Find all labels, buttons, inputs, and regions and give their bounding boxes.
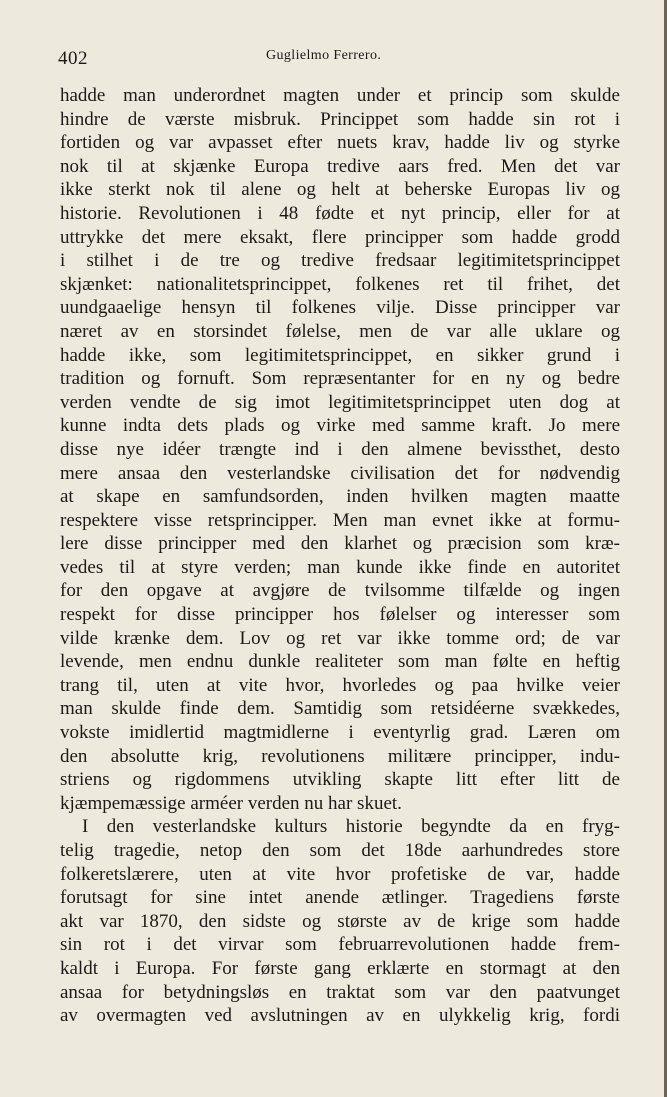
text-line: kunne indta dets plads og virke med samme kraft. Jo mere — [60, 415, 620, 437]
text-line: i stilhet i de tre og tredive fredsaar legitimitetsprincippet — [60, 250, 620, 272]
text-line: hindre de værste misbruk. Princippet som hadde sin rot i — [60, 108, 620, 130]
text-line: respekt for disse principper hos følelser og interesser som — [60, 604, 620, 626]
text-line: vedes til at styre verden; man kunde ikke finde en autoritet — [60, 556, 620, 578]
page-header — [58, 44, 618, 74]
text-line: av overmagten ved avslutningen av en ulykkelig krig, fordi — [60, 1005, 620, 1027]
text-line: trang til, uten at vite hvor, hvorledes og paa hvilke veier — [60, 674, 620, 696]
text-line: den absolutte krig, revolutionens militære principper, indu- — [60, 745, 620, 767]
text-line: disse nye idéer trængte ind i den almene bevissthet, desto — [60, 438, 620, 460]
text-line: telig tragedie, netop den som det 18de aarhundredes store — [60, 840, 620, 861]
text-line: næret av en storsindet følelse, men de var alle uklare og — [60, 320, 620, 342]
text-line: respektere visse retsprincipper. Men man evnet ikke at formu- — [60, 509, 620, 531]
text-line: levende, men endnu dunkle realiteter som man følte en heftig — [60, 651, 620, 673]
text-line: hadde man underordnet magten under et princip som skulde — [60, 85, 620, 106]
text-line: historie. Revolutionen i 48 fødte et nyt princip, eller for at — [60, 202, 620, 224]
text-line: uttrykke det mere eksakt, flere principper som hadde grodd — [60, 226, 620, 248]
text-line: skjænket: nationalitetsprincippet, folkenes ret til frihet, det — [60, 273, 620, 295]
text-line: lere disse principper med den klarhet og præcision som kræ- — [60, 533, 620, 555]
running-head: Guglielmo Ferrero. — [266, 48, 382, 63]
text-line: folkeretslærere, uten at vite hvor profetiske de var, hadde — [60, 863, 620, 885]
text-line: kaldt i Europa. For første gang erklærte en stormagt at den — [60, 957, 620, 979]
text-line: verden vendte de sig imot legitimitetsprincippet uten dog at — [60, 391, 620, 413]
text-line: kjæmpemæssige arméer verden nu har skuet. — [60, 792, 402, 814]
text-line: at skape en samfundsorden, inden hvilken magten maatte — [60, 486, 620, 508]
text-line: sin rot i det virvar som februarrevolutionen hadde frem- — [60, 934, 620, 956]
body-text — [60, 84, 620, 1028]
text-line: uundgaaelige hensyn til folkenes vilje. Disse principper var — [60, 297, 620, 319]
text-line: striens og rigdommens utvikling skapte litt efter litt de — [60, 769, 620, 791]
paragraph — [60, 84, 620, 815]
text-line: mere ansaa den vesterlandske civilisation det for nødvendig — [60, 462, 620, 484]
text-line: tradition og fornuft. Som repræsentanter for en ny og bedre — [60, 368, 620, 390]
page-number: 402 — [58, 48, 88, 69]
text-line: vokste imidlertid magtmidlerne i eventyrlig grad. Læren om — [60, 722, 620, 744]
text-line: I den vesterlandske kulturs historie begyndte da en fryg- — [82, 816, 620, 838]
text-line: akt var 1870, den sidste og største av de krige som hadde — [60, 910, 620, 932]
text-line: fortiden og var avpasset efter nuets krav, hadde liv og styrke — [60, 132, 620, 154]
text-line: vilde krænke dem. Lov og ret var ikke tomme ord; de var — [60, 627, 620, 649]
text-line: for den opgave at avgjøre de tvilsomme tilfælde og ingen — [60, 580, 620, 602]
text-line: nok til at skjænke Europa tredive aars fred. Men det var — [60, 155, 620, 177]
text-line: forutsagt for sine intet anende ætlinger. Tragediens første — [60, 887, 620, 909]
text-line: ikke sterkt nok til alene og helt at beherske Europas liv og — [60, 179, 620, 201]
text-line: man skulde finde dem. Samtidig som retsidéerne svækkedes, — [60, 698, 620, 720]
paragraph — [60, 815, 620, 1027]
text-line: ansaa for betydningsløs en traktat som var den paatvunget — [60, 981, 620, 1003]
text-line: hadde ikke, som legitimitetsprincippet, en sikker grund i — [60, 344, 620, 366]
